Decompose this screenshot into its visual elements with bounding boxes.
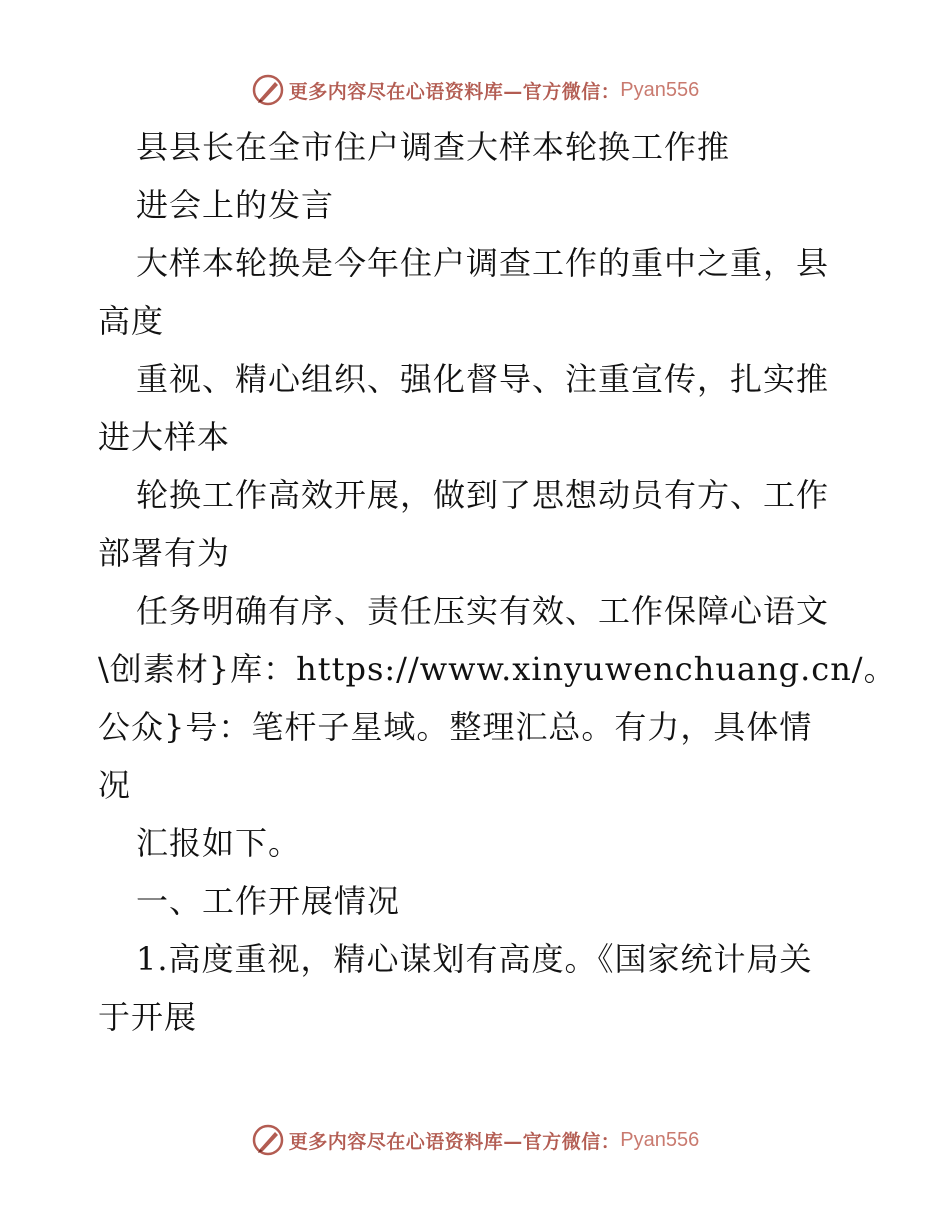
- footer-banner-id: Pyan556: [620, 1128, 700, 1151]
- text-line: 一、工作开展情况: [136, 882, 401, 920]
- header-watermark-banner: [0, 72, 950, 108]
- text-line: 况: [98, 766, 132, 804]
- header-banner-text: 更多内容尽在心语资料库—官方微信：: [288, 80, 621, 103]
- text-line: 大样本轮换是今年住户调查工作的重中之重，县: [136, 244, 830, 282]
- text-line: 进大样本: [98, 418, 231, 456]
- text-line: 进会上的发言: [136, 186, 335, 224]
- text-line: 于开展: [98, 998, 198, 1036]
- text-line: 公众}号：笔杆子星域。整理汇总。有力，具体情: [98, 708, 813, 746]
- text-line: 高度: [98, 302, 165, 340]
- text-line: \创素材}库：https://www.xinyuwenchuang.cn/。: [98, 650, 897, 688]
- text-line: 县县长在全市住户调查大样本轮换工作推: [136, 128, 731, 166]
- pen-logo-icon: [251, 73, 285, 107]
- text-line: 汇报如下。: [136, 824, 302, 862]
- text-line: 轮换工作高效开展，做到了思想动员有方、工作: [136, 476, 830, 514]
- text-line: 重视、精心组织、强化督导、注重宣传，扎实推: [136, 360, 830, 398]
- document-body: [98, 118, 897, 1046]
- header-banner-id: Pyan556: [620, 78, 700, 101]
- text-line: 部署有为: [98, 534, 231, 572]
- pen-logo-icon: [251, 1123, 285, 1157]
- text-line: 1.高度重视，精心谋划有高度。《国家统计局关: [136, 940, 813, 978]
- footer-watermark-banner: [0, 1122, 950, 1158]
- footer-banner-text: 更多内容尽在心语资料库—官方微信：: [288, 1130, 621, 1153]
- text-line: 任务明确有序、责任压实有效、工作保障心语文: [136, 592, 830, 630]
